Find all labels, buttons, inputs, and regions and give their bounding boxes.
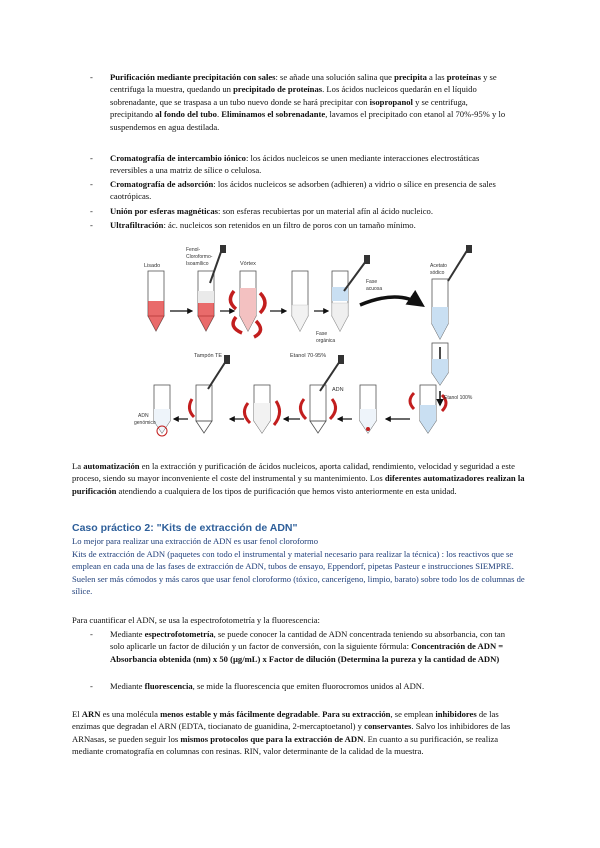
label-fase-acuosa-1: Fase (366, 279, 378, 285)
method-title: Cromatografía de intercambio iónico (110, 153, 246, 163)
method-text: : los ácidos nucleicos se unen mediante interacciones electrostáticas reversibles a una matriz de sílice o celulosa. (110, 153, 480, 176)
label-adn: ADN (332, 387, 344, 393)
text-run: . (216, 109, 222, 120)
case-study-line-2: Kits de extracción de ADN (paquetes con todo el instrumental y material necesario para realizar la técnica) : los reactivos que se emplean en cada una de las fases de extracción de ADN, tubos de ensayo, Eppendorf, pipetas Pasteur e instrucciones SIEMPRE. Suelen ser más cómodos y más caros que usar fenol cloroformo (tóxico, cancerígeno, limpio, barato) sobre todo los de columnas de sílice. (72, 549, 525, 597)
method-item (110, 205, 510, 217)
text-run: , se mide la fluorescencia que emiten fluorocromos unidos al ADN. (192, 681, 425, 691)
bold-run: inhibidores (435, 709, 477, 719)
bold-run: al fondo del tubo (155, 109, 217, 120)
bold-run: diferentes automatizadores realizan la purificación (72, 473, 525, 496)
method-item (110, 219, 510, 231)
bold-run: menos estable y más fácilmente degradable (160, 709, 318, 719)
bold-run: espectrofotometría (144, 629, 214, 639)
bullet-spectrophotometry (90, 628, 510, 665)
bullet-adsorption (90, 178, 510, 203)
text-run: , lavamos el precipitado con etanol al 70%-95% y lo suspendemos en agua destilada. (110, 109, 506, 132)
bold-run: isopropanol (369, 96, 413, 107)
text-run: . Los ácidos nucleicos quedarán en el líquido sobrenadante, que se traspasa a un tubo nuevo donde se hará precipitar con (110, 84, 477, 107)
extraction-diagram (130, 243, 478, 440)
bold-run: precipita (394, 72, 427, 82)
text-run: de las enzimas que degradan el ARN (EDTA, tiocianato de guanidina, 2-mercaptoetanol) y (72, 709, 499, 732)
label-tampon-te: Tampón TE (194, 353, 223, 359)
label-fenol-3: Isoamílico (186, 261, 209, 267)
fluorescence-text (110, 680, 510, 692)
text-run: Mediante (110, 681, 145, 691)
text-run: . Salvo los inhibidores de las ARNasas, se pueden seguir los (72, 721, 511, 744)
text-run: Mediante (110, 629, 145, 639)
text-run: . (317, 709, 323, 719)
text-run: . En cuanto a su purificación, se realiza mediante cromatografía en columnas con resinas. RIN, valor determinante de la calidad de la muestra. (72, 733, 499, 757)
spectrophotometry-text (110, 628, 510, 665)
text-run: : se añade una solución salina que (275, 72, 395, 82)
tube-genomic-dna (154, 385, 170, 436)
tube-te-buffer (189, 385, 212, 433)
purification-paragraph (110, 71, 510, 133)
bullet-dash: - (90, 629, 93, 639)
text-run: , se puede conocer la cantidad de ADN concentrada teniendo su absorbancia, con tan solo aplicarle un factor de dilución y un factor de conversión, con la siguiente fórmula: (110, 629, 506, 652)
text-run: El (72, 709, 82, 719)
label-lisado: Lisado (144, 263, 161, 269)
bold-run: automatización (83, 461, 140, 471)
text-run: , se emplean (390, 709, 436, 719)
label-vortex: Vórtex (240, 261, 256, 267)
pipette-5 (208, 355, 230, 389)
label-acetato-2: sódico (430, 270, 445, 276)
case-study-line-1: Lo mejor para realizar una extracción de ADN es usar fenol cloroformo (72, 536, 319, 546)
method-title: Cromatografía de adsorción (110, 179, 214, 189)
label-etanol-70-95: Etanol 70-95% (290, 353, 327, 359)
method-text: : los ácidos nucleicos se adsorben (adhieren) a vidrio o sílice en presencia de sales caotrópicas. (110, 179, 496, 202)
tube-phases (332, 271, 348, 331)
bold-run: conservantes (364, 721, 412, 732)
text-run: a las (426, 72, 447, 82)
bullet-dash: - (90, 220, 93, 230)
bold-run: fluorescencia (144, 681, 193, 691)
tube-centrifuge-1 (292, 271, 308, 331)
pipette-1 (210, 245, 226, 283)
tube-aqueous (432, 279, 448, 339)
bold-run: Para su extracción (322, 709, 391, 719)
text-run: es una molécula (100, 709, 161, 719)
automation-paragraph (72, 460, 528, 497)
dna-formula: Concentración de ADN = Absorbancia obtenida (nm) x 50 (µg/mL) x Factor de dilución (Determina la pureza y la cantidad de ADN) (110, 641, 504, 664)
method-title: Unión por esferas magnéticas (110, 206, 218, 216)
bullet-dash: - (90, 153, 93, 163)
pipette-3 (448, 245, 472, 281)
bullet-fluorescence (90, 680, 510, 692)
tube-wash (300, 385, 335, 433)
text-run: atendiendo a cualquiera de los tipos de purificación que hemos visto anteriormente en esta unidad. (116, 485, 457, 496)
bold-run: proteínas (446, 72, 481, 82)
rna-paragraph (72, 708, 528, 758)
tube-precipitate-2 (360, 385, 376, 433)
label-acetato-1: Acetato (430, 263, 447, 269)
method-text: : ác. nucleicos son retenidos en un filtro de poros con un tamaño mínimo. (163, 220, 416, 230)
bullet-ultrafiltration (90, 219, 510, 231)
bullet-purification (90, 71, 510, 133)
text-run: La (72, 461, 84, 471)
tube-vortex (230, 271, 265, 337)
label-adn-genomico-2: genómico (134, 420, 156, 426)
bold-run: precipitado de proteínas (233, 84, 323, 95)
method-title: Ultrafiltración (110, 220, 164, 230)
bullet-dash: - (90, 72, 93, 82)
label-adn-genomico-1: ADN (138, 413, 149, 419)
bullet-dash: - (90, 179, 93, 189)
bold-run: ARN (81, 709, 101, 719)
text-run: y se centrifuga, precipitando (110, 96, 468, 120)
label-fenol-1: Fenol- (186, 247, 201, 253)
text-run: en la extracción y purificación de ácidos nucleicos, aporta calidad, rendimiento, velocidad y seguridad a este proceso, siendo su mayor inconveniente el coste del instrumental y su mantenimiento. Los (72, 461, 515, 484)
method-item (110, 178, 510, 203)
text-run: y se centrifuga la muestra, quedando un (110, 72, 497, 95)
bullet-ion-exchange (90, 152, 510, 177)
curved-arrow-right (360, 297, 422, 305)
method-item (110, 152, 510, 177)
pipette-4 (320, 355, 344, 391)
label-fase-acuosa-2: acuosa (366, 286, 383, 292)
bullet-dash: - (90, 206, 93, 216)
bold-run: Eliminamos el sobrenadante (221, 109, 326, 120)
quantification-intro: Para cuantificar el ADN, se usa la espectrofotometría y la fluorescencia: (72, 615, 320, 625)
bold-run: mismos protocolos que para la extracción de ADN (180, 733, 364, 744)
tube-ethanol-wash (244, 385, 279, 433)
label-fase-organica-1: Fase (316, 331, 328, 337)
label-fenol-2: Cloroformo- (186, 254, 213, 260)
bullet-magnetic (90, 205, 510, 217)
bullet-dash: - (90, 681, 93, 691)
tube-lysate (148, 271, 164, 331)
case-study-heading: Caso práctico 2: "Kits de extracción de ADN" (72, 522, 298, 534)
purification-title: Purificación mediante precipitación con sales (110, 72, 276, 82)
label-etanol-100: Etanol 100% (444, 395, 473, 401)
method-text: : son esferas recubiertas por un material afín al ácido nucleico. (217, 206, 433, 216)
label-fase-organica-2: orgánica (316, 338, 336, 344)
